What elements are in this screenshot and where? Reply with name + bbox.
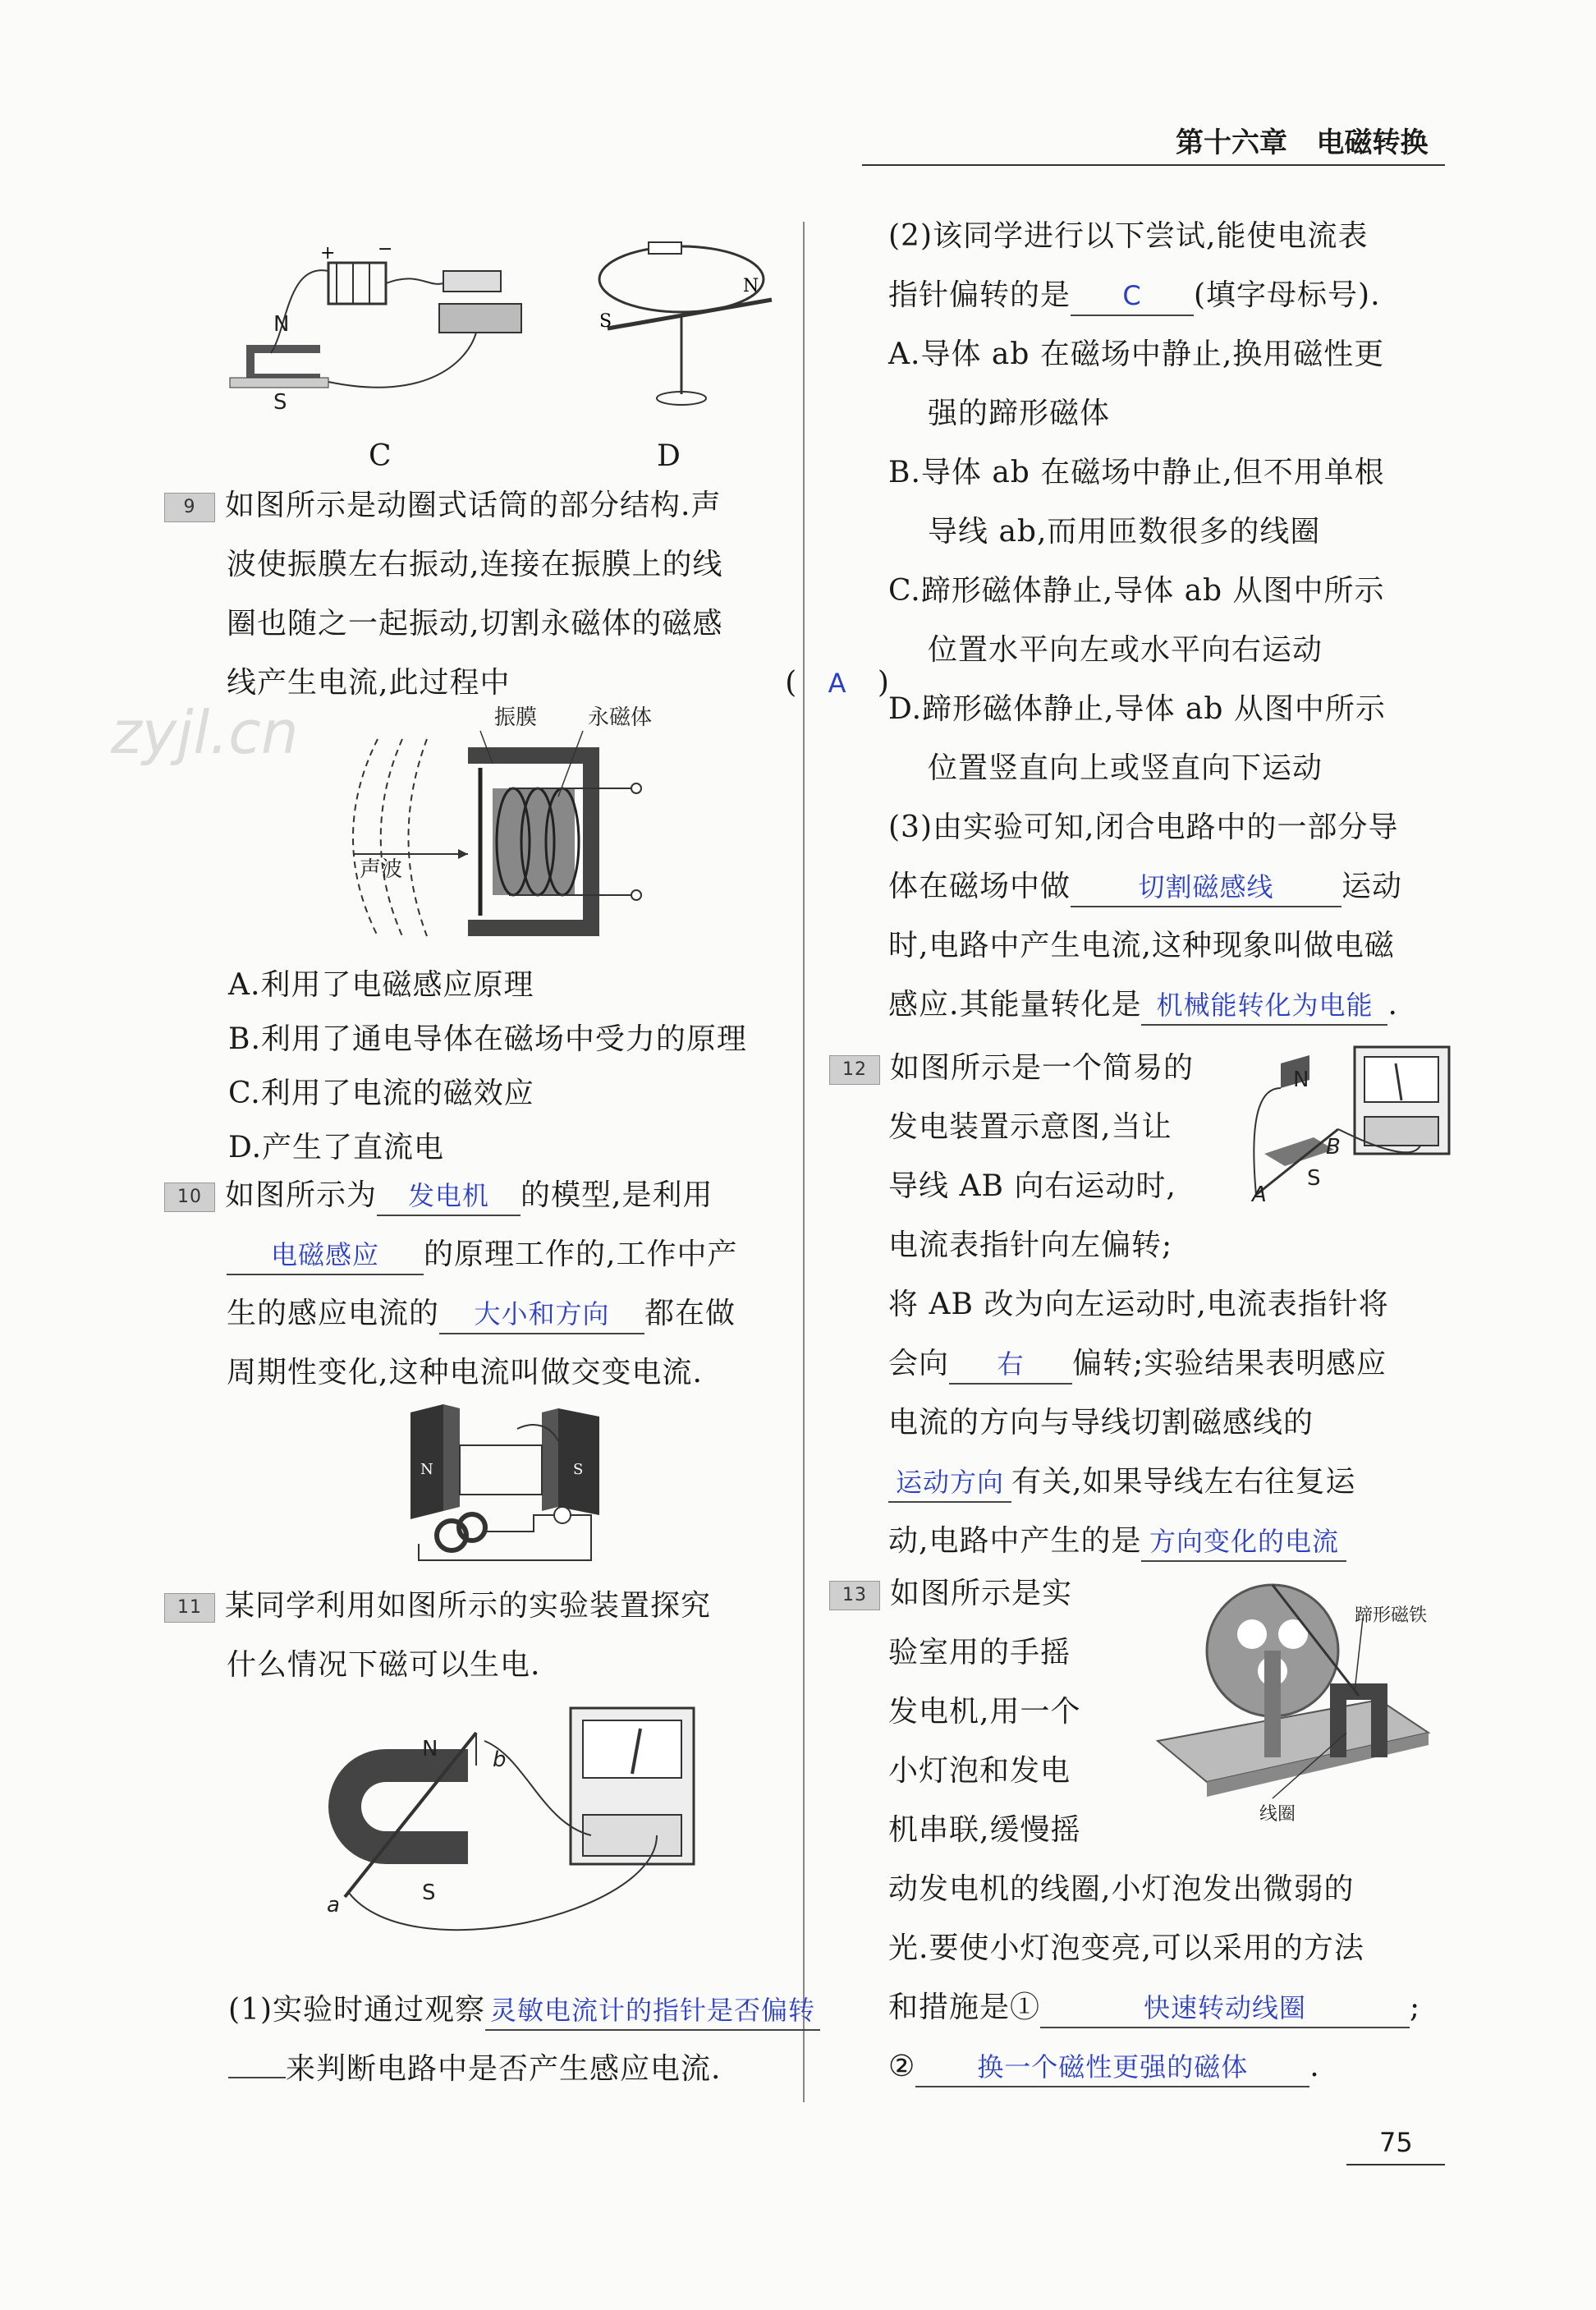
q9-option-c: C.利用了电流的磁效应 [228, 1077, 534, 1110]
figure-12 [1248, 1039, 1453, 1211]
q9-block: 9 如图所示是动圈式话筒的部分结构.声 波使振膜左右振动,连接在振膜上的线 圈也随之一起振动,切割永磁体的磁感 线产生电流,此过程中 ( A ) [164, 476, 890, 713]
q11-block: 11 某同学利用如图所示的实验装置探究 什么情况下磁可以生电. [164, 1577, 711, 1695]
q13-number: 13 [829, 1581, 880, 1610]
q11-answer-1: 灵敏电流计的指针是否偏转 [485, 1991, 820, 2031]
q9-options [228, 956, 747, 1178]
watermark: zyjl.cn [111, 698, 299, 767]
q11-answer-4: 机械能转化为电能 [1141, 986, 1387, 1026]
svg-text:N: N [743, 276, 759, 296]
q12-number: 12 [829, 1055, 880, 1085]
q13-answer-1: 快速转动线圈 [1040, 1989, 1410, 2028]
figure-10 [394, 1396, 616, 1568]
fig11-b: b [493, 1747, 507, 1772]
q10-block: 10 如图所示为 发电机 的模型,是利用 电磁感应 的原理工作的,工作中产 生的感应电流的 大小和方向 都在做 周期性变化,这种电流叫做交变电流. [164, 1166, 737, 1403]
fig13-magnet: 蹄形磁铁 [1355, 1605, 1428, 1626]
figure-d-label: D [657, 439, 681, 473]
fig12-a: A [1252, 1183, 1267, 1207]
figure-c-label: C [369, 439, 392, 473]
q9-option-b: B.利用了通电导体在磁场中受力的原理 [228, 1022, 747, 1056]
q11-option-c: C.蹄形磁体静止,导体 ab 从图中所示 [888, 574, 1385, 608]
q12-answer-1: 右 [949, 1345, 1072, 1385]
fig13-coil: 线圈 [1259, 1804, 1296, 1825]
svg-text:N: N [420, 1461, 433, 1478]
q9-number: 9 [164, 493, 215, 522]
q12-answer-3: 方向变化的电流 [1141, 1522, 1346, 1562]
fig12-b: B [1326, 1135, 1341, 1160]
q11-option-b: B.导体 ab 在磁场中静止,但不用单根 [888, 456, 1385, 489]
page-number: 75 [1379, 2127, 1413, 2158]
fig11-a: a [327, 1893, 340, 1917]
fig12-n: N [1293, 1068, 1309, 1092]
q10-number: 10 [164, 1183, 215, 1212]
q13-answer-2: 换一个磁性更强的磁体 [915, 2048, 1309, 2087]
page-number-rule [1346, 2164, 1445, 2165]
q11-option-d: D.蹄形磁体静止,导体 ab 从图中所示 [888, 692, 1386, 726]
header-rule [862, 164, 1445, 166]
fig11-s: S [422, 1881, 436, 1905]
fig9-magnet: 永磁体 [588, 705, 653, 730]
q10-answer-2: 电磁感应 [227, 1236, 424, 1275]
svg-text:S: S [573, 1461, 584, 1478]
fig9-diaphragm: 振膜 [494, 705, 538, 730]
figure-9 [328, 706, 673, 953]
figure-d [591, 222, 788, 419]
q13-block: 13 如图所示是实 验室用的手摇 发电机,用一个 小灯泡和发电 机串联,缓慢摇 动发电机的线圈,小灯泡发出微弱的 光.要使小灯泡变亮,可以采用的方法 和措施是① 快速转动线圈 ; ② 换一个磁性更强的磁体 . [829, 1564, 1420, 2096]
chapter-title: 第十六章 电磁转换 [1176, 126, 1429, 159]
q9-option-d: D.产生了直流电 [228, 1131, 445, 1164]
q12-block: 12 如图所示是一个简易的 发电装置示意图,当让 导线 AB 向右运动时, 电流表指针向左偏转; 将 AB 改为向左运动时,电流表指针将 会向 右 偏转;实验结果表明感应 电流的方向与导线切割磁感线的 运动方向 有关,如果导线左右往复运 动,电路中产生的是 方向变化的电流 [829, 1039, 1389, 1571]
svg-text:−: − [378, 239, 393, 259]
fig11-n: N [422, 1737, 438, 1761]
q10-answer-1: 发电机 [377, 1177, 521, 1216]
q11-part1: (1)实验时通过观察 灵敏电流计的指针是否偏转 来判断电路中是否产生感应电流. [228, 1981, 820, 2099]
fig9-sound: 声波 [360, 857, 403, 882]
svg-text:+: + [320, 243, 336, 264]
q11-part2: (2)该同学进行以下尝试,能使电流表 指针偏转的是 C (填字母标号). A.导体 ab 在磁场中静止,换用磁性更 强的蹄形磁体 B.导体 ab 在磁场中静止,但不用单根 导线 ab,而用匝数很多的线圈 C.蹄形磁体静止,导体 ab 从图中所示 位置水平向左或水平向右运动 D.蹄形磁体静止,导体 ab 从图中所示 位置竖直向上或竖直向下运动 (3)由实验可知,闭合电路中的一部分导 体在磁场中做 切割磁感线 运动 时,电路中产生电流,这种现象叫做电磁 感应.其能量转化是 机械能转化为电能 . [888, 207, 1402, 1035]
q10-answer-3: 大小和方向 [439, 1295, 644, 1334]
q11-number: 11 [164, 1593, 215, 1623]
q9-answer: A [828, 668, 847, 699]
figure-11 [312, 1700, 722, 1938]
q9-option-a: A.利用了电磁感应原理 [228, 968, 534, 1002]
fig-c-s: S [273, 390, 287, 415]
q12-answer-2: 运动方向 [888, 1463, 1011, 1503]
fig-c-n: N [273, 312, 290, 337]
fig12-s: S [1307, 1166, 1321, 1191]
q11-answer-3: 切割磁感线 [1071, 868, 1341, 907]
q11-option-a: A.导体 ab 在磁场中静止,换用磁性更 [888, 338, 1385, 371]
svg-text:S: S [599, 311, 612, 332]
q11-answer-2: C [1071, 277, 1194, 316]
